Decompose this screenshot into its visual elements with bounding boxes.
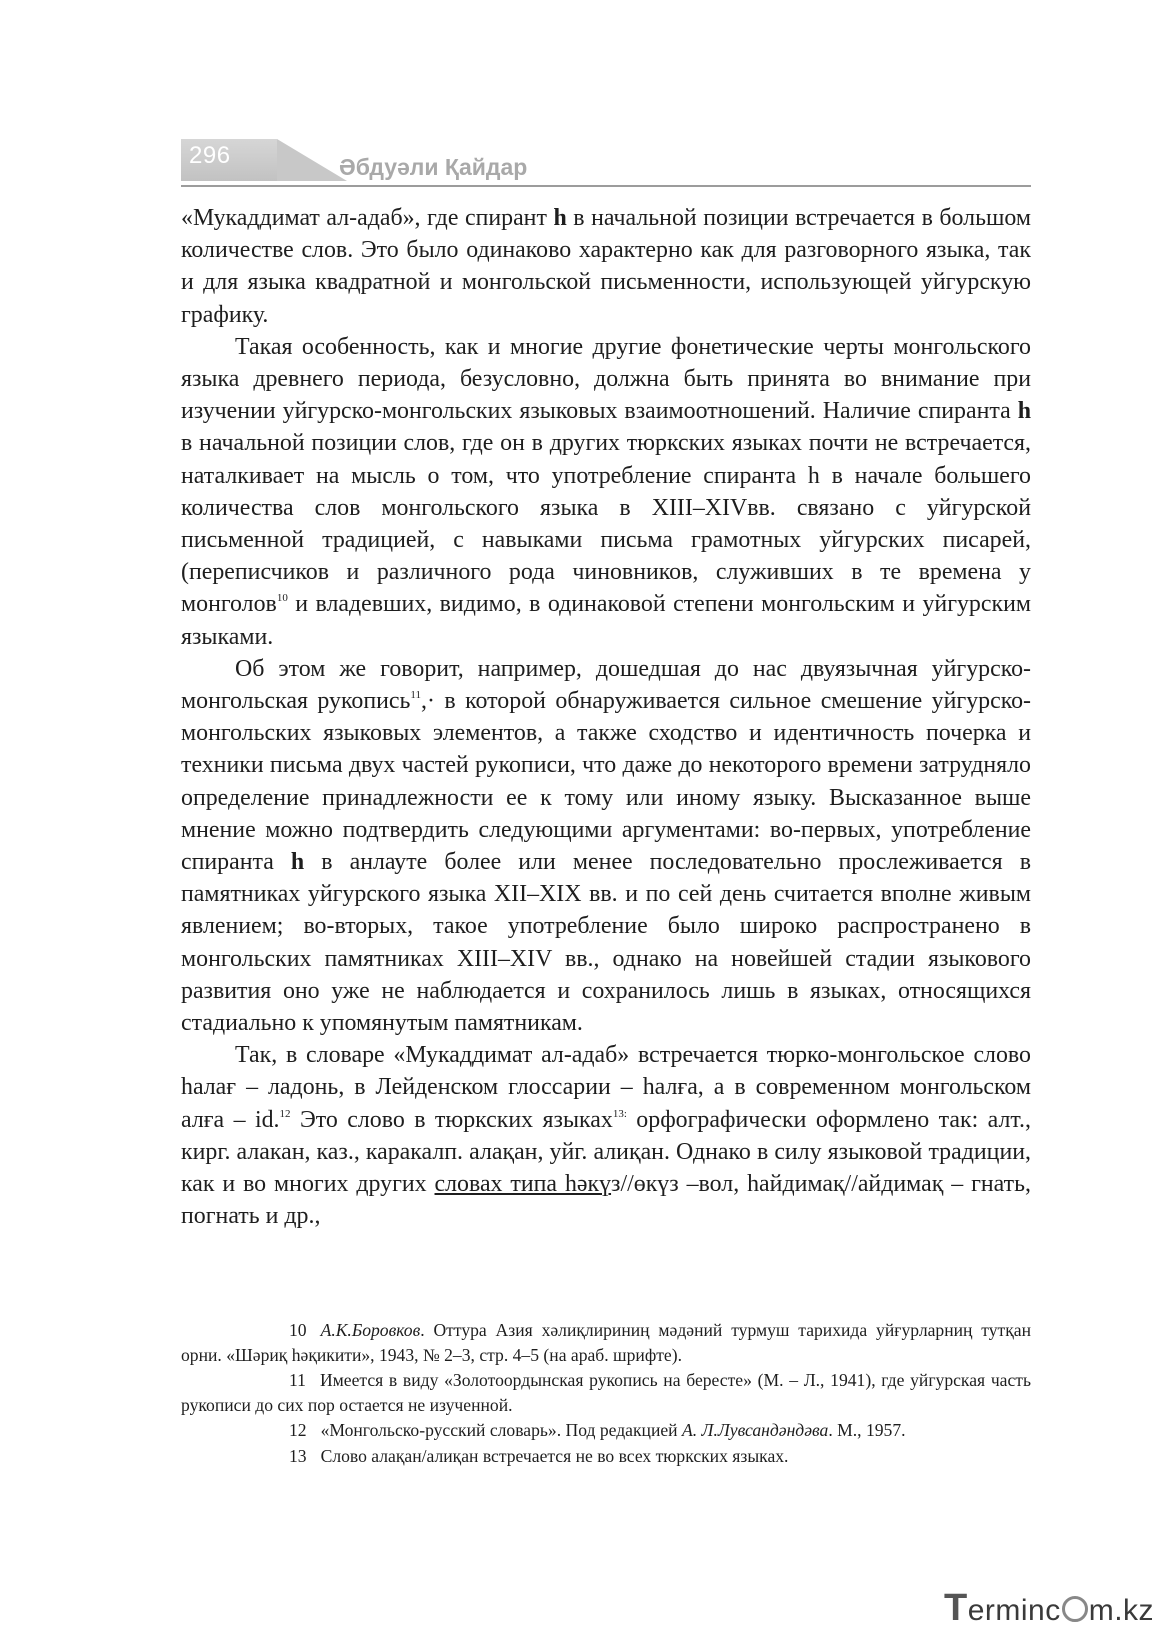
bold-text: h [553,205,567,231]
watermark-text: erminc [967,1594,1061,1627]
watermark-logo: Terminc m.kz [944,1587,1155,1629]
footnote-number: 11 [289,1370,306,1390]
footnote-ref: 12 [279,1107,291,1120]
paragraph [181,653,1031,1039]
text-run: и владевших, видимо, в одинаковой степени монгольским и уйгурским языками. [181,591,1031,650]
footnote [181,1318,1031,1367]
footnote [181,1444,1031,1469]
text-run: «Монгольско-русский словарь». Под редакцией [320,1420,682,1440]
text-run: в начальной позиции слов, где он в других тюркских языках почти не встречается, наталкивает на мысль о том, что употребление спиранта h в начале большего количества слов монгольского языка в XIII–XIVвв. связано с уйгурской письменной традицией, с навыками письма грамотных уйгурских писарей, (переписчиков и различного рода чиновников, служивших в те времена у монголов [181,430,1031,618]
watermark-ring-icon [1062,1596,1088,1622]
footnote-ref: 13: [612,1107,627,1120]
bold-text: h [290,849,305,876]
footnote-number: 12 [289,1420,307,1440]
body-text [181,202,1031,1233]
page-number-arrow [277,139,347,181]
text-run: з//өкүз –вол, һайдимақ//айдимақ – гнать, погнать и др., [181,1171,1031,1230]
text-run: орфографически оформлено так: алт., кирг. алакан, каз., каракалп. алақан, уйг. алиқан. Однако в силу языковой традиции, как и во многих других [181,1106,1031,1198]
text-run: Об этом же говорит, например, дошедшая до нас двуязычная уйгурско-монгольская рукопись [181,655,1031,715]
running-head-author: Әбдуәли Қайдар [339,154,528,180]
footnote-number: 10 [289,1320,307,1340]
italic-text: А. Л.Лувсандәндәва [682,1420,829,1440]
text-run: в анлауте более или менее последовательно прослеживается в памятниках уйгурского языка XII–XIX вв. и по сей день считается вполне живым явлением; во-вторых, такое употребление было широко распространено в монгольских памятниках XIII–XIV вв., однако на новейшей стадии языкового развития оно уже не наблюдается и сохранилось лишь в языках, относящихся стадиально к упомянутым памятникам. [181,849,1031,1037]
text-run: . М., 1957. [828,1420,906,1440]
text-run: Имеется в виду «Золотоордынская рукопись на бересте» (М. – Л., 1941), где уйгурская часть рукописи до сих пор остается не изученной. [181,1370,1031,1415]
text-run: «Мукаддимат ал-адаб», где спирант [181,205,554,231]
footnotes [181,1318,1031,1469]
text-run: ,· в которой обнаруживается сильное смешение уйгурско-монгольских языковых элементов, а также сходство и идентичность почерка и техники письма двух частей рукописи, что даже до некоторого времени затрудняло определение принадлежности ее к тому или иному языку. Высказанное выше мнение можно подтвердить следующими аргументами: во-первых, употребление спиранта [181,688,1031,876]
text-run: Так, в словаре «Мукаддимат ал-адаб» встречается тюрко-монгольское слово һалағ – ладонь, в Лейденском глоссарии – һалға, а в современном монгольском алға – id. [181,1042,1031,1133]
paragraph [181,202,1031,331]
text-run: Это слово в тюркских языках [290,1106,613,1133]
text-run: Такая особенность, как и многие другие фонетические черты монгольского языка древнего периода, безусловно, должна быть принята во внимание при изучении уйгурско-монгольских языковых взаимоотношений. Наличие спиранта [181,333,1031,425]
paragraph [181,331,1031,653]
footnote-number: 13 [289,1445,307,1466]
footnote [181,1368,1031,1417]
text-run: в начальной позиции встречается в большом количестве слов. Это было одинаково характерно как для разговорного языка, так и для языка квадратной и монгольской письменности, использующей уйгурскую графику. [181,205,1032,328]
text-run: Слово алақан/алиқан встречается не во всех тюркских языках. [320,1445,789,1466]
italic-text: А.К.Боровков [320,1320,421,1340]
footnote [181,1418,1031,1443]
footnote-ref: 10 [276,592,288,605]
footnote-ref: 11 [410,689,421,702]
page-number: 296 [189,142,231,169]
page-header [181,136,1031,188]
underlined-text: словах типа һәкү [434,1171,612,1198]
text-run: . Оттура Азия хәлиқлириниң мәдәний турмуш тарихида уйғурларниң тутқан орни. «Шәриқ һәқикити», 1943, № 2–3, стр. 4–5 (на араб. шрифте). [181,1320,1031,1365]
header-rule [181,185,1031,187]
bold-text: h [1017,398,1031,425]
paragraph [181,1039,1031,1232]
